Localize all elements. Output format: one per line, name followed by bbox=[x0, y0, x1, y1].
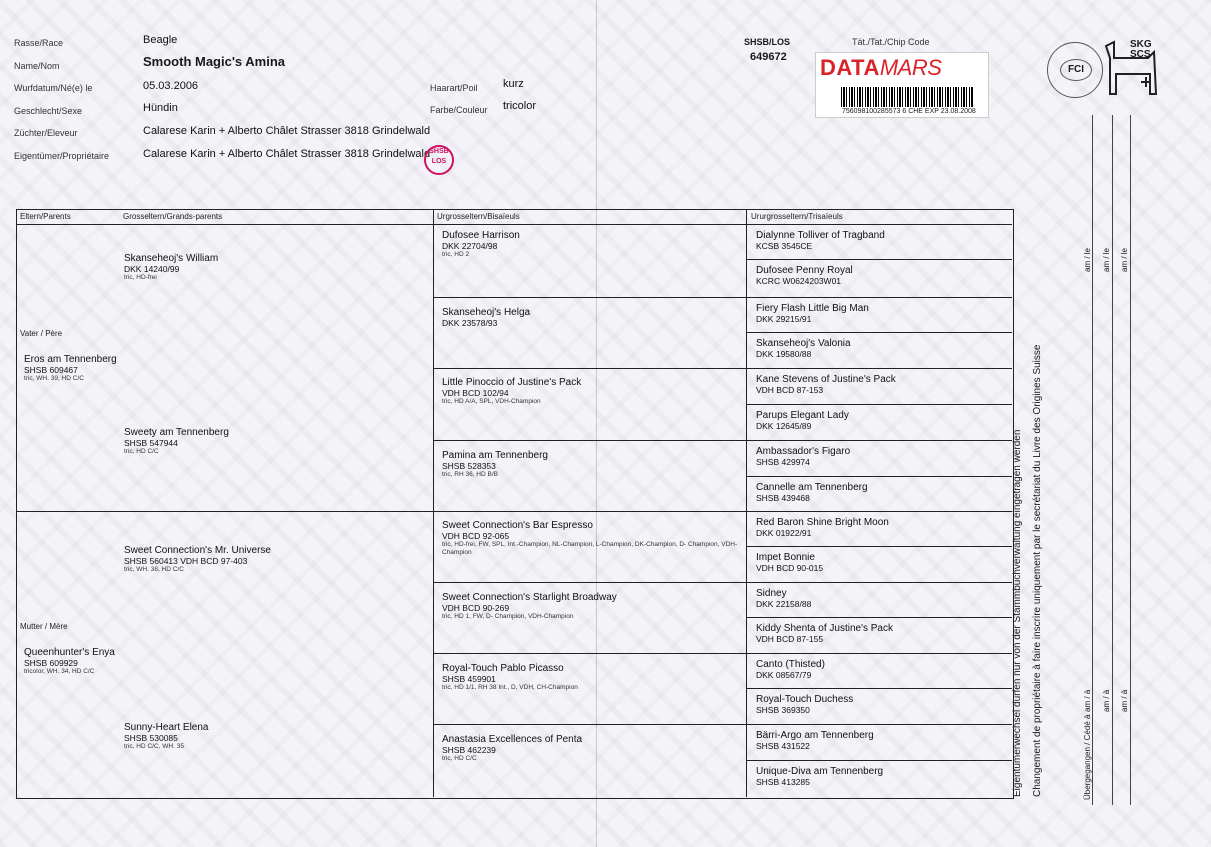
dog-reg: SHSB 439468 bbox=[756, 492, 810, 503]
am-le-1: am / le bbox=[1083, 247, 1092, 272]
row-divider bbox=[746, 259, 1012, 260]
hair-label: Haarart/Poil bbox=[430, 83, 478, 93]
row-divider bbox=[746, 404, 1012, 405]
dog-reg: DKK 23578/93 bbox=[442, 317, 498, 328]
notice-de: Eigentümerwechsel dürfen nur von der Stammbuchverwaltung eingetragen werden bbox=[1012, 429, 1023, 797]
dog-name: Royal-Touch Pablo Picasso bbox=[442, 663, 564, 674]
shsb-value: 649672 bbox=[750, 51, 787, 63]
dog-name: Sweet Connection's Bar Espresso bbox=[442, 520, 593, 531]
dog-reg: DKK 14240/99 bbox=[124, 263, 180, 274]
dog-reg: VDH BCD 87-153 bbox=[756, 384, 824, 395]
great-great-grandparent-cell bbox=[756, 338, 851, 359]
dog-name: Sunny-Heart Elena bbox=[124, 722, 209, 733]
dog-info: tricolor, WH. 34, HD C/C bbox=[24, 668, 95, 676]
dog-name: Royal-Touch Duchess bbox=[756, 694, 854, 705]
am-a-2: am / à bbox=[1102, 689, 1111, 712]
dog-name: Little Pinoccio of Justine's Pack bbox=[442, 377, 582, 388]
dog-info: tric, WH. 38, HD C/C bbox=[124, 566, 184, 574]
transfer-line-1 bbox=[1092, 115, 1093, 805]
dog-reg: SHSB 609929 bbox=[24, 657, 78, 668]
dog-info: tric, HD C/C, WH. 35 bbox=[124, 743, 184, 751]
row-divider bbox=[746, 332, 1012, 333]
am-a-1: am / à bbox=[1083, 689, 1092, 712]
dog-reg: SHSB 609467 bbox=[24, 364, 78, 375]
dog-info: tric, HD 2 bbox=[442, 251, 470, 259]
dog-name: Canto (Thisted) bbox=[756, 659, 825, 670]
great-grandparent-cell bbox=[442, 520, 742, 556]
dog-name: Bärri-Argo am Tennenberg bbox=[756, 730, 874, 741]
row-divider bbox=[433, 297, 1012, 298]
am-le-3: am / le bbox=[1120, 247, 1129, 272]
grandparent-cell bbox=[124, 253, 218, 282]
dog-reg: SHSB 530085 bbox=[124, 732, 178, 743]
father-role: Vater / Père bbox=[20, 329, 63, 338]
hair-value: kurz bbox=[503, 78, 524, 90]
transfer-label: Übergegangen / Cédé à bbox=[1083, 714, 1092, 800]
dog-reg: SHSB 547944 bbox=[124, 437, 178, 448]
birth-value: 05.03.2006 bbox=[143, 80, 199, 92]
great-great-grandparent-cell bbox=[756, 374, 896, 395]
great-great-grandparent-cell bbox=[756, 588, 811, 609]
race-value: Beagle bbox=[143, 34, 178, 46]
barcode bbox=[841, 87, 973, 107]
dog-reg: SHSB 528353 bbox=[442, 460, 496, 471]
dog-reg: SHSB 429974 bbox=[756, 456, 810, 467]
sex-value: Hündin bbox=[143, 102, 178, 114]
dog-name: Skanseheoj's Helga bbox=[442, 307, 531, 318]
transfer-line-3 bbox=[1130, 115, 1131, 805]
shsb-stamp: SHSB LOS bbox=[424, 145, 454, 175]
dog-name: Kane Stevens of Justine's Pack bbox=[756, 374, 896, 385]
grandparent-cell bbox=[124, 722, 209, 751]
skg-logo: SKG SCS bbox=[1104, 40, 1160, 96]
dog-reg: VDH BCD 87-155 bbox=[756, 633, 824, 644]
dog-info: tric, HD C/C bbox=[442, 755, 477, 763]
row-divider bbox=[746, 546, 1012, 547]
dog-name: Cannelle am Tennenberg bbox=[756, 482, 868, 493]
mother-role: Mutter / Mère bbox=[20, 622, 68, 631]
am-a-3: am / à bbox=[1120, 689, 1129, 712]
row-divider bbox=[433, 582, 1012, 583]
color-label: Farbe/Couleur bbox=[430, 105, 488, 115]
owner-value: Calarese Karin + Alberto Châlet Strasser 3818 Grindelwald bbox=[143, 148, 431, 160]
great-great-grandparent-cell bbox=[756, 623, 893, 644]
dog-reg: SHSB 413285 bbox=[756, 776, 810, 787]
dog-name: Dialynne Tolliver of Tragband bbox=[756, 230, 885, 241]
dog-name: Unique-Diva am Tennenberg bbox=[756, 766, 884, 777]
mother-cell bbox=[24, 647, 115, 676]
dog-name: Eros am Tennenberg bbox=[24, 354, 117, 365]
dog-reg: DKK 29215/91 bbox=[756, 313, 812, 324]
dog-reg: VDH BCD 102/94 bbox=[442, 387, 509, 398]
col-header-great-grandparents: Urgrosseltern/Bisaïeuls bbox=[437, 212, 520, 221]
great-grandparent-cell bbox=[442, 450, 742, 479]
row-divider bbox=[433, 653, 1012, 654]
dog-name: Sweet Connection's Starlight Broadway bbox=[442, 592, 617, 603]
name-label: Name/Nom bbox=[14, 61, 60, 71]
dog-name: Ambassador's Figaro bbox=[756, 446, 851, 457]
dog-name: Dufosee Harrison bbox=[442, 230, 520, 241]
dog-name: Kiddy Shenta of Justine's Pack bbox=[756, 623, 893, 634]
great-great-grandparent-cell bbox=[756, 265, 853, 286]
dog-reg: SHSB 459901 bbox=[442, 673, 496, 684]
dog-reg: VDH BCD 90-015 bbox=[756, 562, 824, 573]
dog-reg: DKK 08567/79 bbox=[756, 669, 812, 680]
dog-reg: DKK 22704/98 bbox=[442, 240, 498, 251]
row-divider bbox=[433, 368, 1012, 369]
dog-name: Queenhunter's Enya bbox=[24, 647, 115, 658]
great-great-grandparent-cell bbox=[756, 410, 849, 431]
dog-info: tric, HD A/A, SPL, VDH-Champion bbox=[442, 398, 541, 406]
great-grandparent-cell bbox=[442, 734, 742, 763]
dog-name: Anastasia Excellences of Penta bbox=[442, 734, 583, 745]
dog-reg: SHSB 560413 VDH BCD 97-403 bbox=[124, 555, 248, 566]
great-great-grandparent-cell bbox=[756, 230, 885, 251]
birth-label: Wurfdatum/Né(e) le bbox=[14, 83, 93, 93]
great-great-grandparent-cell bbox=[756, 303, 869, 324]
transfer-line-2 bbox=[1112, 115, 1113, 805]
great-great-grandparent-cell bbox=[756, 517, 889, 538]
row-divider bbox=[433, 724, 1012, 725]
dog-info: tric, HD 1/1, RH 38 Int., D, VDH, CH-Champion bbox=[442, 684, 578, 692]
dog-name: Sweet Connection's Mr. Universe bbox=[124, 545, 271, 556]
dog-info: tric, RH 36, HD B/B bbox=[442, 471, 498, 479]
color-value: tricolor bbox=[503, 100, 537, 112]
header-row-divider bbox=[16, 224, 1012, 225]
notice-fr: Changement de propriétaire à faire inscrire uniquement par le secrétariat du Livre des Origines Suisse bbox=[1032, 344, 1043, 797]
great-grandparent-cell bbox=[442, 377, 742, 406]
great-great-grandparent-cell bbox=[756, 446, 850, 467]
great-grandparent-cell bbox=[442, 307, 742, 328]
sex-label: Geschlecht/Sexe bbox=[14, 106, 83, 116]
shsb-label: SHSB/LOS bbox=[744, 37, 791, 47]
dog-reg: KCRC W0624203W01 bbox=[756, 275, 842, 286]
col-header-parents: Eltern/Parents bbox=[20, 212, 71, 221]
grandparent-cell bbox=[124, 427, 229, 456]
row-divider bbox=[433, 440, 1012, 441]
dog-info: tric, HD C/C bbox=[124, 448, 159, 456]
dog-reg: DKK 01922/91 bbox=[756, 527, 812, 538]
dog-name: Pamina am Tennenberg bbox=[442, 450, 548, 461]
dog-info: tric, HD-frei, FW, SPL, Int.-Champion, NL-Champion, L-Champion, DK-Champion, D- Champion, VDH-Champion bbox=[442, 541, 738, 556]
col-header-great-great-grandparents: Ururgrosseltern/Trisaïeuls bbox=[751, 212, 843, 221]
row-divider bbox=[433, 511, 1012, 512]
dog-name: Red Baron Shine Bright Moon bbox=[756, 517, 889, 528]
col-header-grandparents: Grosseltern/Grands-parents bbox=[123, 212, 223, 221]
dog-name: Impet Bonnie bbox=[756, 552, 815, 563]
dog-reg: KCSB 3545CE bbox=[756, 240, 813, 251]
father-cell bbox=[24, 354, 117, 383]
race-label: Rasse/Race bbox=[14, 38, 64, 48]
breeder-value: Calarese Karin + Alberto Châlet Strasser 3818 Grindelwald bbox=[143, 125, 431, 137]
row-divider bbox=[746, 760, 1012, 761]
great-great-grandparent-cell bbox=[756, 694, 853, 715]
dog-name: Skanseheoj's Valonia bbox=[756, 338, 851, 349]
row-divider bbox=[746, 617, 1012, 618]
great-great-grandparent-cell bbox=[756, 766, 883, 787]
dog-reg: DKK 22158/88 bbox=[756, 598, 812, 609]
great-great-grandparent-cell bbox=[756, 552, 823, 573]
dog-name: Dufosee Penny Royal bbox=[756, 265, 853, 276]
parents-divider bbox=[16, 511, 433, 512]
dog-reg: DKK 12645/89 bbox=[756, 420, 812, 431]
grandparent-cell bbox=[124, 545, 271, 574]
great-great-grandparent-cell bbox=[756, 482, 868, 503]
dog-info: tric, HD-frei bbox=[124, 274, 157, 282]
dog-name: Fiery Flash Little Big Man bbox=[756, 303, 869, 314]
dog-reg: SHSB 431522 bbox=[756, 740, 810, 751]
row-divider bbox=[746, 688, 1012, 689]
breeder-label: Züchter/Eleveur bbox=[14, 128, 78, 138]
dog-name: Parups Elegant Lady bbox=[756, 410, 849, 421]
dog-reg: DKK 19580/88 bbox=[756, 348, 812, 359]
chip-number: 756098100285573 6 CHE EXP 23.08.2008 bbox=[842, 108, 976, 115]
chip-sticker bbox=[815, 52, 989, 118]
dog-name: Sweety am Tennenberg bbox=[124, 427, 229, 438]
dog-info: tric, HD 1, FW, D- Champion, VDH-Champion bbox=[442, 613, 574, 621]
dog-name: Sidney bbox=[756, 588, 787, 599]
fci-logo: FCI bbox=[1047, 42, 1103, 98]
dog-name: Skanseheoj's William bbox=[124, 253, 219, 264]
owner-label: Eigentümer/Propriétaire bbox=[14, 151, 110, 161]
dog-name: Smooth Magic's Amina bbox=[143, 54, 286, 69]
dog-reg: VDH BCD 92-065 bbox=[442, 530, 510, 541]
great-great-grandparent-cell bbox=[756, 659, 825, 680]
great-grandparent-cell bbox=[442, 592, 742, 621]
great-grandparent-cell bbox=[442, 663, 742, 692]
chip-label: Tät./Tat./Chip Code bbox=[852, 37, 930, 47]
dog-reg: SHSB 462239 bbox=[442, 744, 496, 755]
dog-reg: SHSB 369350 bbox=[756, 704, 810, 715]
am-le-2: am / le bbox=[1102, 247, 1111, 272]
great-great-grandparent-cell bbox=[756, 730, 874, 751]
dog-info: tric, WH. 39, HD C/C bbox=[24, 375, 84, 383]
great-grandparent-cell bbox=[442, 230, 742, 259]
row-divider bbox=[746, 476, 1012, 477]
dog-reg: VDH BCD 90-269 bbox=[442, 602, 510, 613]
datamars-logo: DATAMARS bbox=[820, 55, 942, 80]
